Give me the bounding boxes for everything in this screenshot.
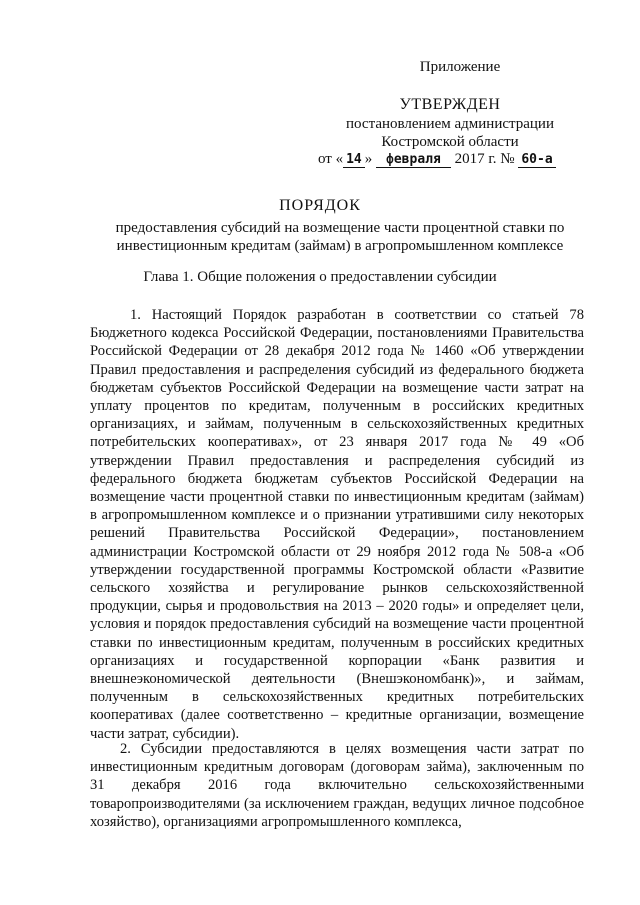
document-title: ПОРЯДОК — [279, 197, 361, 214]
document-subtitle: предоставления субсидий на возмещение части процентной ставки по инвестиционным кредитам (займам) в агропромышленном комплексе — [115, 220, 565, 254]
chapter-heading: Глава 1. Общие положения о предоставлении субсидии — [143, 269, 497, 285]
date-mid: » — [364, 151, 373, 167]
approved-label: УТВЕРЖДЕН — [399, 96, 501, 113]
resolution-date-line — [318, 150, 556, 169]
appendix-label: Приложение — [419, 59, 501, 75]
resolution-line-1: постановлением администрации — [346, 116, 554, 132]
resolution-line-2: Костромской области — [381, 134, 519, 150]
paragraph-1: 1. Настоящий Порядок разработан в соответствии со статьей 78 Бюджетного кодекса Российской Федерации, постановлениями Правительства Российской Федерации от 28 декабря 2012 года № 1460 «Об утверждении Правил предоставления и распределения субсидий из федерального бюджета бюджетам субъектов Российской Федерации на возмещение части затрат на уплату процентов по кредитам, полученным в российских кредитных организациях, и займам, полученным в сельскохозяйственных кредитных потребительских кооперативах», от 23 января 2017 года № 49 «Об утверждении Правил предоставления и распределения субсидий из федерального бюджета бюджетам субъектов Российской Федерации на возмещение части процентной ставки по инвестиционным кредитам (займам) в агропромышленном комплексе и о признании утратившими силу некоторых решений Правительства Российской Федерации», постановлением администрации Костромской области от 29 ноября 2012 года № 508-а «Об утверждении государственной программы Костромской области «Развитие сельского хозяйства и регулирование рынков сельскохозяйственной продукции, сырья и продовольствия на 2013 – 2020 годы» и определяет цели, условия и порядок предоставления субсидий на возмещение части процентной ставки по инвестиционным кредитам, полученным в российских кредитных организациях и государственной корпорации «Банк развития и внешнеэкономической деятельности (Внешэкономбанк)», и займам, полученным в сельскохозяйственных кредитных потребительских кооперативах (далее соответственно – кредитные организации, возмещение части затрат, субсидии). — [90, 307, 584, 742]
date-month: февраля — [376, 152, 451, 168]
resolution-number: 60-а — [518, 152, 555, 168]
date-prefix: от « — [318, 151, 344, 167]
date-day: 14 — [343, 152, 365, 168]
date-year: 2017 г. № — [454, 151, 515, 167]
paragraph-2: 2. Субсидии предоставляются в целях возмещения части затрат по инвестиционным кредитным договорам (договорам займа), заключенным по 31 декабря 2016 года включительно сельскохозяйственными товаропроизводителями (за исключением граждан, ведущих личное подсобное хозяйство), организациями агропромышленного комплекса, — [90, 741, 584, 830]
